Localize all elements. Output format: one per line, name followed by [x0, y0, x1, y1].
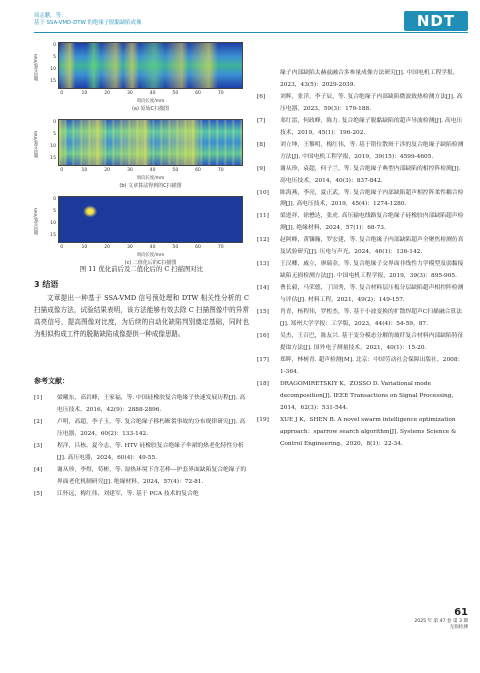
reference-text: 缘子内部缺陷太赫兹融合多参量成像方法研究[J]. 中国电机工程学报，2023，43(5)：2029-2039. [280, 70, 459, 88]
y-axis-label: 轴向长度/mm [34, 53, 39, 81]
journal-logo: NDT [404, 11, 468, 31]
reference-text: 谢从珍，李煜，荀彬，等. 湿热环境下含芯棒—护套界面缺陷复合绝缘子的界面老化机制研究[J]. 绝缘材料，2024，57(4)：72-81. [57, 466, 247, 485]
reference-number: [15] [257, 309, 269, 316]
references-heading: 参考文献： [34, 377, 69, 385]
x-tick-label: 40 [149, 245, 156, 250]
x-ticks [58, 91, 243, 98]
reference-number: [17] [257, 356, 269, 363]
reference-number: [11] [257, 213, 269, 220]
reference-item [257, 415, 465, 451]
reference-text: 程洋，吕栋，夏今志，等. HTV 硅橡胶复合绝缘子伞裙的热老化特性分析[J]. 高压电器，2024，60(4)：49-55. [57, 442, 244, 461]
reference-item [257, 188, 465, 212]
reference-text: 江怀远，梅红伟，刘建军，等. 基于 PCA 技术的复合绝 [57, 490, 199, 497]
reference-item [34, 465, 249, 489]
reference-number: [1] [34, 395, 43, 401]
reference-text: 肖青，杨程伟，罗桁杰，等. 基于小波变换的扩散焊超声C扫描融合算法[J]. 郑州大学学报：工学版，2023，44(4)：54-59，87. [280, 309, 463, 328]
reference-number: [7] [257, 117, 266, 124]
reference-number: [13] [257, 261, 269, 268]
y-tick-label: 10 [50, 144, 56, 149]
reference-item [34, 417, 249, 441]
x-tick-label: 50 [172, 91, 179, 96]
reference-text: XUE J K，SHEN B. A novel swarm intelligence optimization approach：sparrow search algorithm[J]. Systems Science & Control Engineering，2020，8(1)：22-34. [280, 416, 457, 447]
reference-item [257, 307, 465, 331]
reference-text: 吴杰，王召巴，陈友兴. 基于变分模态分解的玻纤复合材料内部缺陷特征提取方法[J]. 国外电子测量技术，2021，40(1)：15-20. [280, 332, 464, 351]
y-tick-label: 0 [53, 120, 56, 125]
reference-text: 梁曦东，高岩峰，王家福，等. 中国硅橡胶复合绝缘子快速发展历程[J]. 高电压技术，2016，42(9)：2888-2896. [57, 395, 246, 413]
header-rule [34, 32, 468, 33]
reference-number: [9] [257, 165, 266, 172]
reference-text: 陈海燕，李亮，夏正武，等. 复合绝缘子内部缺陷超声相控阵柔性耦合检测[J]. 高电压技术，2019，45(4)：1274-1280. [280, 189, 464, 208]
x-tick-label: 60 [195, 245, 201, 250]
reference-number: [2] [34, 418, 43, 425]
c-scan-panel-a [34, 40, 249, 117]
y-ticks [48, 41, 56, 95]
reference-item [257, 331, 465, 355]
section-heading: 3 结语 [34, 280, 59, 289]
reference-item [34, 489, 249, 501]
x-tick-label: 20 [104, 91, 111, 96]
x-axis-label: 周向长度/mm [136, 253, 165, 258]
reference-number: [10] [257, 189, 269, 196]
reference-item [257, 92, 465, 116]
reference-text: 刘辉，张洋，李子辰，等. 复合绝缘子内部缺陷微波致热检测方法[J]. 高压电器，2023，59(3)：179-188. [280, 93, 463, 112]
reference-text: 郑晖，林树青. 超声检测[M]. 北京：中国劳动社会保障出版社，2008：1-364. [280, 356, 464, 375]
reference-item [257, 259, 465, 283]
x-tick-label: 50 [172, 168, 179, 173]
reference-text: 卢明，高超，李子玉，等. 复合绝缘子移朽断裂事故的分布规律研究[J]. 高压电器，2024，60(2)：133-142. [57, 418, 246, 437]
reference-number: [4] [34, 466, 43, 473]
y-axis-label: 轴向长度/mm [34, 130, 39, 158]
y-axis-label: 轴向长度/mm [34, 207, 39, 235]
reference-text: DRAGOMIRETSKIY K，ZOSSO D. Variational mode decomposition[J]. IEEE Transactions on Signal Processing，2014，62(3)：531-544. [280, 380, 458, 411]
journal-issue: 2025 年 第 47 卷 第 3 期 [414, 619, 468, 624]
reference-number: [16] [257, 332, 269, 339]
reference-item [257, 379, 465, 415]
y-tick-label: 0 [53, 43, 56, 48]
figure-title: 图 11 优化前后及二值化后的 C 扫描图对比 [79, 265, 204, 273]
conclusion-paragraph: 文章提出一种基于 SSA-VMD 信号预处理和 DTW 相关性分析的 C 扫描成像方法，试验结果表明，该方法能够有效去除 C 扫描图像中的异常高亮信号，提高图像对比度，为后续的自动化缺陷判别奠定基础，同时也为相似构成工件的脱黏缺陷成像提供一种成像思路。 [34, 294, 249, 338]
c-scan-image-algorithm [58, 119, 243, 166]
y-tick-label: 5 [53, 132, 56, 137]
x-tick-label: 70 [217, 245, 224, 250]
reference-item [257, 116, 465, 140]
figure-11 [34, 40, 249, 271]
reference-number: [5] [34, 490, 43, 497]
reference-text: 梁进祥，徐懋达，张虎. 高压输电线路复合绝缘子硅橡胶内部缺陷超声检测[J]. 绝缘材料，2024，57(1)：68-73. [280, 213, 464, 232]
reference-number: [14] [257, 285, 269, 292]
reference-item [257, 68, 465, 92]
reference-number: [18] [257, 380, 269, 387]
x-tick-label: 40 [149, 168, 156, 173]
page-footer [414, 607, 468, 631]
y-tick-label: 10 [50, 221, 56, 226]
y-tick-label: 15 [50, 79, 56, 84]
reference-list-right [257, 68, 465, 451]
y-tick-label: 5 [53, 209, 56, 214]
x-tick-label: 50 [172, 245, 179, 250]
x-ticks [58, 168, 243, 175]
reference-text: 谢从珍，袁超，何子兰，等. 复合绝缘子典型内部缺陷的相控阵检测[J]. 高电压技术，2014，40(3)：837-842. [280, 165, 461, 184]
x-tick-label: 30 [126, 168, 133, 173]
x-tick-label: 40 [149, 91, 156, 96]
y-tick-label: 0 [53, 197, 56, 202]
reference-text: 曹长毅，马荣德，丁国秀，等. 复合材料层压板分层缺陷超声相控阵检测与评估[J]. 材料工程，2021，49(2)：149-157. [280, 285, 464, 304]
reference-item [34, 393, 249, 417]
reference-item [257, 164, 465, 188]
c-scan-image-original [58, 42, 243, 89]
x-tick-label: 20 [104, 168, 111, 173]
y-ticks [48, 195, 56, 249]
panel-caption: (b) 文章算法得到的C扫描图 [119, 183, 182, 189]
c-scan-panel-b [34, 117, 249, 194]
journal-name: 无损检测 [449, 625, 468, 631]
reference-item [257, 235, 465, 259]
x-tick-label: 0 [60, 168, 64, 173]
x-tick-label: 0 [60, 245, 64, 250]
reference-text: 刘立坤，王黎明，梅红伟，等. 基于错位散斑干涉的复合绝缘子缺陷检测方法[J]. 中国电机工程学报，2019，39(15)：4599-4605. [280, 141, 464, 160]
reference-list-left [34, 393, 249, 501]
x-tick-label: 30 [126, 91, 133, 96]
panel-caption: (a) 原始C扫描图 [131, 106, 170, 112]
y-tick-label: 10 [50, 67, 56, 72]
x-tick-label: 70 [217, 168, 224, 173]
x-tick-label: 20 [104, 245, 111, 250]
y-tick-label: 15 [50, 156, 56, 161]
reference-item [257, 283, 465, 307]
x-axis-label: 周向长度/mm [136, 176, 165, 181]
header-article-title: 基于 SSA-VMD-DTW 的绝缘子脱黏缺陷成像 [34, 20, 142, 27]
x-tick-label: 70 [217, 91, 224, 96]
x-axis-label: 周向长度/mm [136, 99, 165, 104]
x-tick-label: 10 [81, 91, 88, 96]
x-ticks [58, 245, 243, 252]
c-scan-image-binarized [58, 196, 243, 243]
reference-item [257, 355, 465, 379]
x-tick-label: 60 [195, 168, 201, 173]
reference-item [34, 441, 249, 465]
reference-number: [3] [34, 442, 43, 449]
reference-text: 赵阿峰，黄镶瀚，罗宏建，等. 复合绝缘子内部缺陷超声全聚焦检测仿真及试验研究[J]. 压电与声光，2024，46(1)：136-142. [280, 237, 464, 256]
header-text [34, 13, 141, 27]
reference-item [257, 140, 465, 164]
reference-number: [8] [257, 141, 266, 148]
y-tick-label: 15 [50, 233, 56, 238]
reference-text: 王汉卿，戚立，廖瑞金，等. 复合绝缘子交界面非线性力学模型及弱黏接缺陷无损检测方法[J]. 中国电机工程学报，2019，39(3)：895-905. [280, 261, 464, 280]
x-tick-label: 10 [81, 168, 88, 173]
c-scan-panel-c [34, 194, 249, 271]
reference-number: [12] [257, 237, 269, 244]
page-number: 61 [454, 607, 468, 618]
x-tick-label: 0 [60, 91, 64, 96]
reference-item [257, 211, 465, 235]
y-tick-label: 5 [53, 55, 56, 60]
x-tick-label: 30 [126, 245, 133, 250]
panel-caption: (c) 二值化后的C扫描图 [124, 260, 177, 266]
x-tick-label: 10 [81, 245, 88, 250]
reference-number: [19] [257, 416, 269, 423]
header-authors: 周志鹏，等： [34, 13, 67, 19]
y-ticks [48, 118, 56, 172]
x-tick-label: 60 [195, 91, 201, 96]
reference-number: [6] [257, 93, 266, 100]
reference-text: 邓红雷，何政峰，陈力. 复合绝缘子脱黏缺陷的超声导波检测[J]. 高电压技术，2019，45(1)：196-202. [280, 117, 463, 136]
